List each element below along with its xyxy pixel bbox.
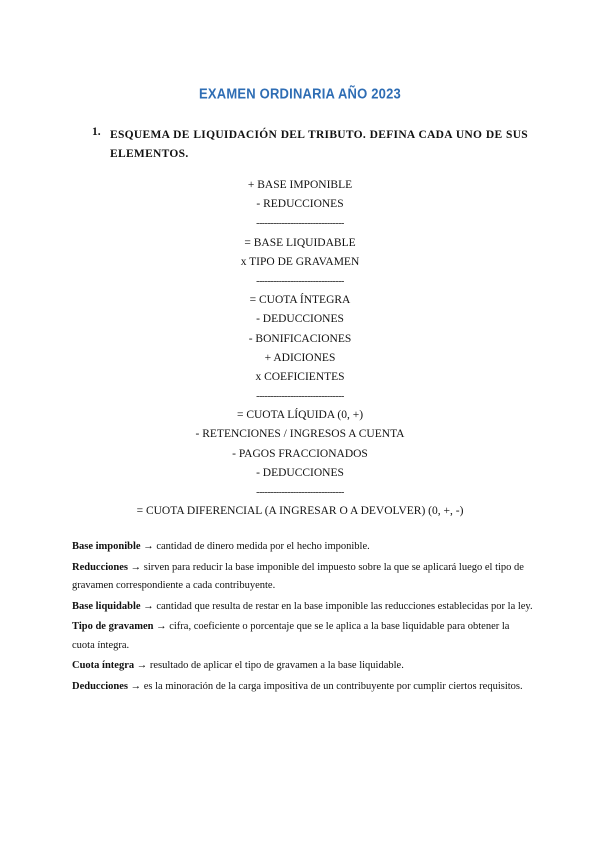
- scheme-line: - DEDUCCIONES: [256, 466, 344, 479]
- scheme-line: x COEFICIENTES: [255, 370, 345, 383]
- definition-tipo-gravamen: [72, 618, 534, 655]
- scheme-separator: -------------------------------: [256, 391, 344, 403]
- definition-base-imponible: [72, 538, 534, 557]
- scheme-separator: -------------------------------: [256, 218, 344, 230]
- definition-text: → resultado de aplicar el tipo de gravamen a la base liquidable.: [134, 660, 404, 671]
- scheme-separator: -------------------------------: [256, 275, 344, 287]
- scheme-line: - PAGOS FRACCIONADOS: [232, 447, 368, 460]
- definition-text: → cifra, coeficiente o porcentaje que se le aplica a la base liquidable para obtener la cuota íntegra.: [72, 621, 510, 651]
- scheme-line: = CUOTA LÍQUIDA (0, +): [236, 409, 364, 422]
- definition-term: Cuota íntegra: [72, 660, 135, 671]
- scheme-separator: -------------------------------: [256, 487, 344, 498]
- definition-term: Deducciones: [72, 680, 128, 692]
- definitions-list: [72, 538, 534, 698]
- scheme-line: = CUOTA ÍNTEGRA: [249, 294, 351, 307]
- definition-text: → es la minoración de la carga impositiva de un contribuyente por cumplir ciertos requisitos.: [128, 680, 523, 692]
- scheme-line: - BONIFICACIONES: [248, 332, 352, 345]
- definition-term: Base liquidable: [72, 600, 141, 612]
- scheme-line: + BASE IMPONIBLE: [247, 179, 353, 191]
- scheme-line: - RETENCIONES / INGRESOS A CUENTA: [195, 428, 405, 441]
- definition-deducciones: [72, 678, 534, 697]
- question-number: 1.: [92, 126, 101, 138]
- scheme-line: + ADICIONES: [264, 351, 336, 364]
- scheme-line: = CUOTA DIFERENCIAL (A INGRESAR O A DEVOLVER) (0, +, -): [136, 505, 464, 518]
- definition-base-liquidable: [72, 598, 534, 617]
- scheme-line: - DEDUCCIONES: [256, 313, 344, 326]
- exam-title: EXAMEN ORDINARIA AÑO 2023: [199, 85, 401, 102]
- scheme-line: - REDUCCIONES: [256, 198, 344, 211]
- definition-text: → cantidad de dinero medida por el hecho imponible.: [140, 541, 370, 552]
- definition-cuota-integra: [72, 657, 534, 676]
- scheme-line: x TIPO DE GRAVAMEN: [240, 255, 360, 268]
- question-text: ESQUEMA DE LIQUIDACIÓN DEL TRIBUTO. DEFINA CADA UNO DE SUS ELEMENTOS.: [110, 129, 528, 160]
- liquidation-scheme: [0, 176, 600, 521]
- definition-reducciones: [72, 559, 534, 596]
- definition-term: Reducciones: [72, 561, 128, 573]
- definition-term: Base imponible: [72, 541, 141, 552]
- scheme-line: = BASE LIQUIDABLE: [244, 236, 356, 249]
- definition-text: → sirven para reducir la base imponible del impuesto sobre la que se aplicará luego el tipo de gravamen correspondiente a cada contribuyente.: [72, 561, 524, 591]
- definition-term: Tipo de gravamen: [72, 621, 154, 632]
- definition-text: → cantidad que resulta de restar en la base imponible las reducciones establecidas por la ley.: [140, 600, 533, 612]
